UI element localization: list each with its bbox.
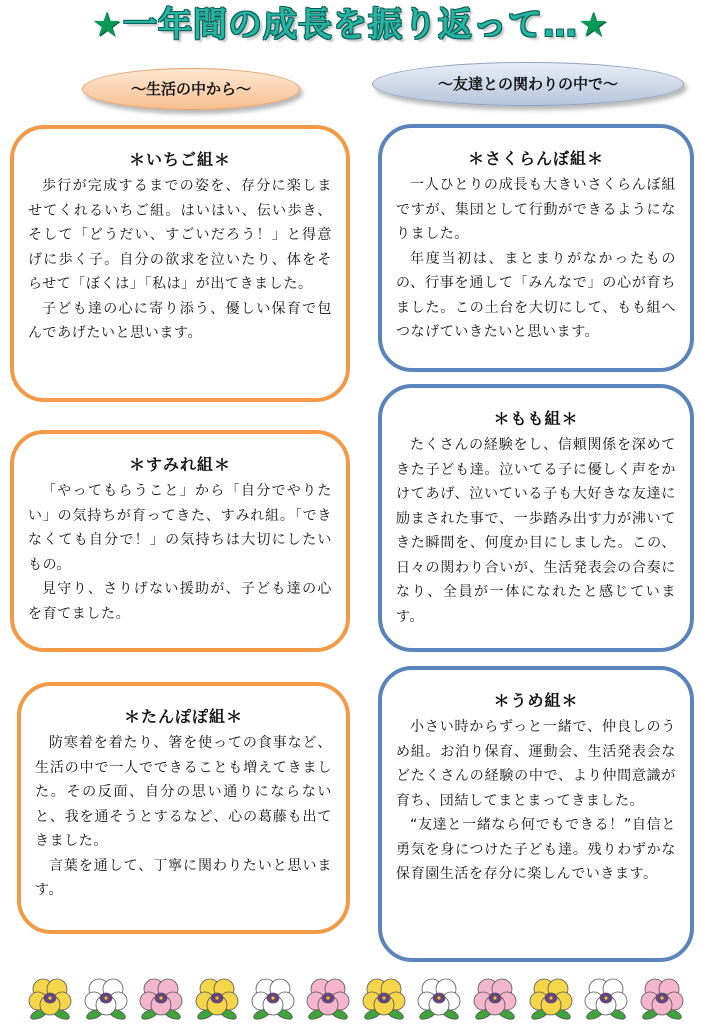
flower-icon	[249, 974, 297, 1022]
card-paragraph: 言葉を通して、丁寧に関わりたいと思います。	[35, 857, 332, 898]
card-paragraph: 小さい時からずっと一緒で、仲良しのうめ組。お泊り保育、運動会、生活発表会などたくさんの経験の中で、より仲間意識が育ち、団結してまとまってきました。	[396, 719, 676, 809]
title-text: 一年間の成長を振り返って…	[123, 5, 578, 45]
card-paragraph: 子ども達の心に寄り添う、優しい保育で包んであげたいと思います。	[28, 300, 332, 341]
flower-icon	[304, 974, 352, 1022]
card-title: ＊いちご組＊	[128, 150, 231, 169]
flower-border	[26, 974, 686, 1022]
card-sakuranbo	[378, 124, 694, 372]
flower-icon	[137, 974, 185, 1022]
card-paragraph: 「やってもらうこと」から「自分でやりたい」の気持ちが育ってきた、すみれ組。「できなくても自分で！」の気持ちは大切にしたいもの。	[28, 483, 332, 573]
card-title: ＊たんぽぽ組＊	[123, 707, 243, 726]
flower-icon	[638, 974, 686, 1022]
flower-icon	[415, 974, 463, 1022]
card-title: ＊もも組＊	[493, 409, 579, 428]
flower-icon	[527, 974, 575, 1022]
card-paragraph: “友達と一緒なら何でもできる！”自信と勇気を身につけた子ども達。残りわずかな保育園生活を存分に楽しんでいきます。	[396, 817, 676, 882]
card-momo	[378, 384, 694, 652]
star-icon: ★	[578, 5, 610, 45]
flower-icon	[471, 974, 519, 1022]
flower-icon	[193, 974, 241, 1022]
card-ume	[378, 666, 694, 962]
section-header-friends: ～友達との関わりの中で～	[372, 62, 684, 106]
card-title: ＊さくらんぼ組＊	[467, 149, 604, 168]
card-title: ＊すみれ組＊	[128, 455, 231, 474]
flower-icon	[82, 974, 130, 1022]
flower-icon	[360, 974, 408, 1022]
card-sumire	[10, 430, 350, 652]
card-paragraph: 見守り、さりげない援助が、子ども達の心を育てました。	[28, 581, 332, 622]
card-title: ＊うめ組＊	[493, 691, 579, 710]
card-tanpopo	[17, 682, 350, 934]
card-paragraph: 防寒着を着たり、箸を使っての食事など、生活の中で一人でできることも増えてきました。その反面、自分の思い通りにならないと、我を通そうとするなど、心の葛藤も出てきました。	[35, 735, 332, 849]
card-paragraph: たくさんの経験をし、信頼関係を深めてきた子ども達。泣いてる子に優しく声をかけてあげ、泣いている子も大好きな友達に励まされた事で、一歩踏み出す力が沸いてきた瞬間を、何度か目にしました。この、日々の関わり合いが、生活発表会の合奏になり、全員が一体になれたと感じています。	[396, 437, 676, 625]
card-ichigo	[10, 125, 350, 402]
page-title	[0, 2, 701, 48]
flower-icon	[26, 974, 74, 1022]
section-header-daily-life: ～生活の中から～	[82, 68, 300, 110]
card-paragraph: 歩行が完成するまでの姿を、存分に楽しませてくれるいちご組。はいはい、伝い歩き、そして「どうだい、すごいだろう！」と得意げに歩く子。自分の欲求を泣いたり、体をそらせて「ぼくは」「私は」が出てきました。	[28, 178, 332, 292]
card-paragraph: 年度当初は、まとまりがなかったものの、行事を通して「みんなで」の心が育ちました。この土台を大切にして、もも組へつなげていきたいと思います。	[396, 250, 676, 340]
card-paragraph: 一人ひとりの成長も大きいさくらんぼ組ですが、集団として行動ができるようになりました。	[396, 177, 676, 242]
star-icon: ★	[91, 5, 123, 45]
flower-icon	[582, 974, 630, 1022]
